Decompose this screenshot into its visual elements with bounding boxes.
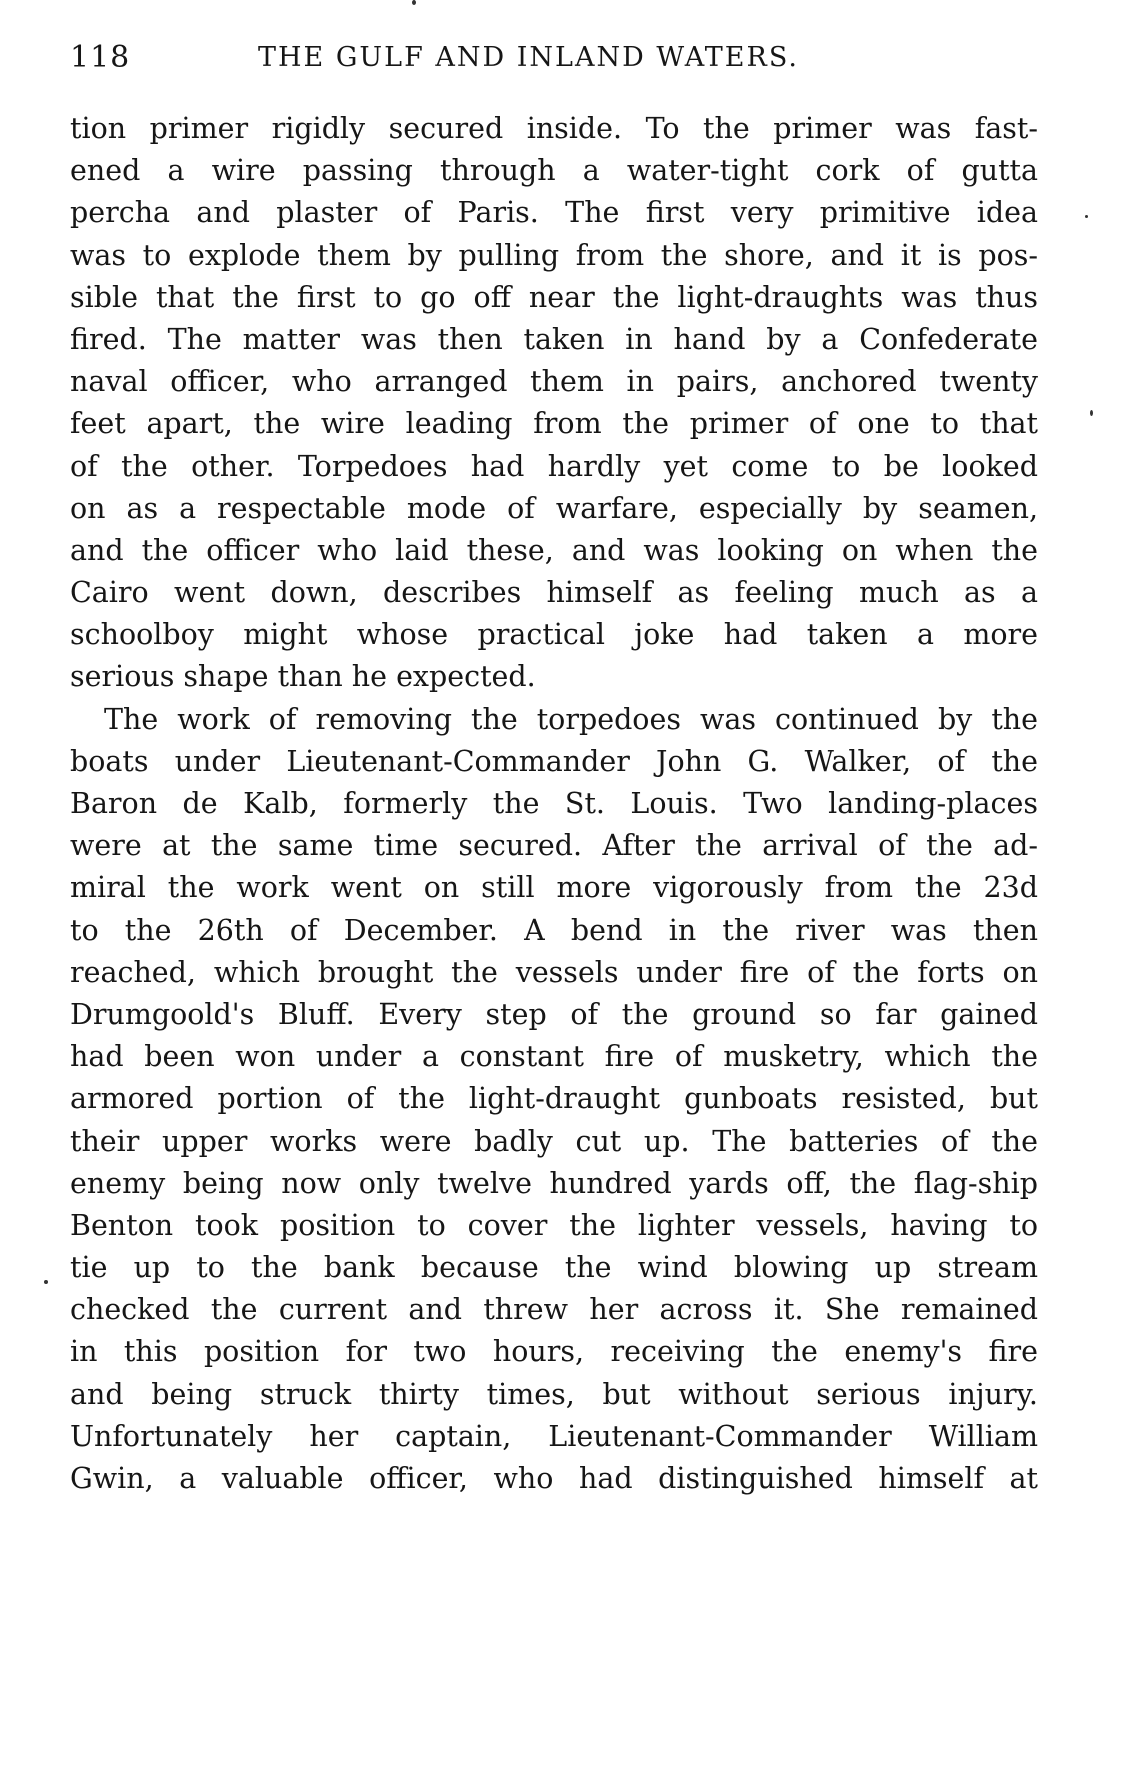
text-line: in this position for two hours, receiving the enemy's fire — [70, 1335, 1038, 1369]
paragraph-start-line: The work of removing the torpedoes was continued by the — [104, 702, 1038, 736]
running-title: THE GULF AND INLAND WATERS. — [258, 42, 799, 73]
print-speck-left — [44, 1280, 48, 1284]
text-line: ened a wire passing through a water-tight cork of gutta — [70, 154, 1038, 188]
text-line: tion primer rigidly secured inside. To the primer was fast- — [70, 112, 1038, 145]
paragraph-end-line: serious shape than he expected. — [70, 660, 536, 694]
text-line: Gwin, a valuable officer, who had distinguished himself at — [70, 1462, 1038, 1495]
text-line: sible that the first to go off near the light-draughts was thus — [70, 280, 1038, 314]
text-line: and being struck thirty times, but without serious injury. — [70, 1377, 1038, 1411]
text-line: percha and plaster of Paris. The first very primitive idea — [70, 196, 1038, 230]
text-line: Cairo went down, describes himself as feeling much as a — [70, 576, 1038, 610]
text-line: had been won under a constant fire of musketry, which the — [70, 1040, 1038, 1074]
text-line: tie up to the bank because the wind blowing up stream — [70, 1251, 1038, 1285]
text-line: schoolboy might whose practical joke had taken a more — [70, 618, 1038, 652]
print-speck-right-middle — [1090, 410, 1093, 416]
text-line: fired. The matter was then taken in hand by a Confederate — [70, 322, 1038, 356]
text-line: was to explode them by pulling from the shore, and it is pos- — [70, 238, 1038, 272]
text-line: miral the work went on still more vigorously from the 23d — [70, 871, 1038, 905]
text-line: Benton took position to cover the lighter vessels, having to — [70, 1208, 1038, 1242]
page-number: 118 — [70, 40, 131, 75]
text-line: boats under Lieutenant-Commander John G. Walker, of the — [70, 744, 1038, 778]
text-line: naval officer, who arranged them in pairs, anchored twenty — [70, 365, 1038, 399]
page-header — [70, 40, 860, 90]
text-line: enemy being now only twelve hundred yards off, the flag-ship — [70, 1166, 1038, 1200]
text-line: armored portion of the light-draught gunboats resisted, but — [70, 1082, 1038, 1116]
text-line: checked the current and threw her across it. She remained — [70, 1293, 1038, 1327]
text-line: were at the same time secured. After the arrival of the ad- — [70, 829, 1038, 863]
text-line: reached, which brought the vessels under fire of the forts on — [70, 955, 1038, 989]
text-line: and the officer who laid these, and was looking on when the — [70, 533, 1038, 567]
text-line: on as a respectable mode of warfare, especially by seamen, — [70, 491, 1038, 525]
print-speck-top — [412, 0, 416, 5]
text-line: Baron de Kalb, formerly the St. Louis. Two landing-places — [70, 787, 1038, 820]
body-text — [70, 108, 1062, 1500]
text-line: feet apart, the wire leading from the primer of one to that — [70, 407, 1038, 441]
text-line: their upper works were badly cut up. The batteries of the — [70, 1124, 1038, 1158]
text-line: Drumgoold's Bluff. Every step of the ground so far gained — [70, 997, 1038, 1031]
text-line: of the other. Torpedoes had hardly yet come to be looked — [70, 449, 1038, 483]
print-speck-right-upper — [1085, 215, 1088, 218]
text-line: Unfortunately her captain, Lieutenant-Commander William — [70, 1419, 1038, 1453]
text-line: to the 26th of December. A bend in the river was then — [70, 913, 1038, 947]
